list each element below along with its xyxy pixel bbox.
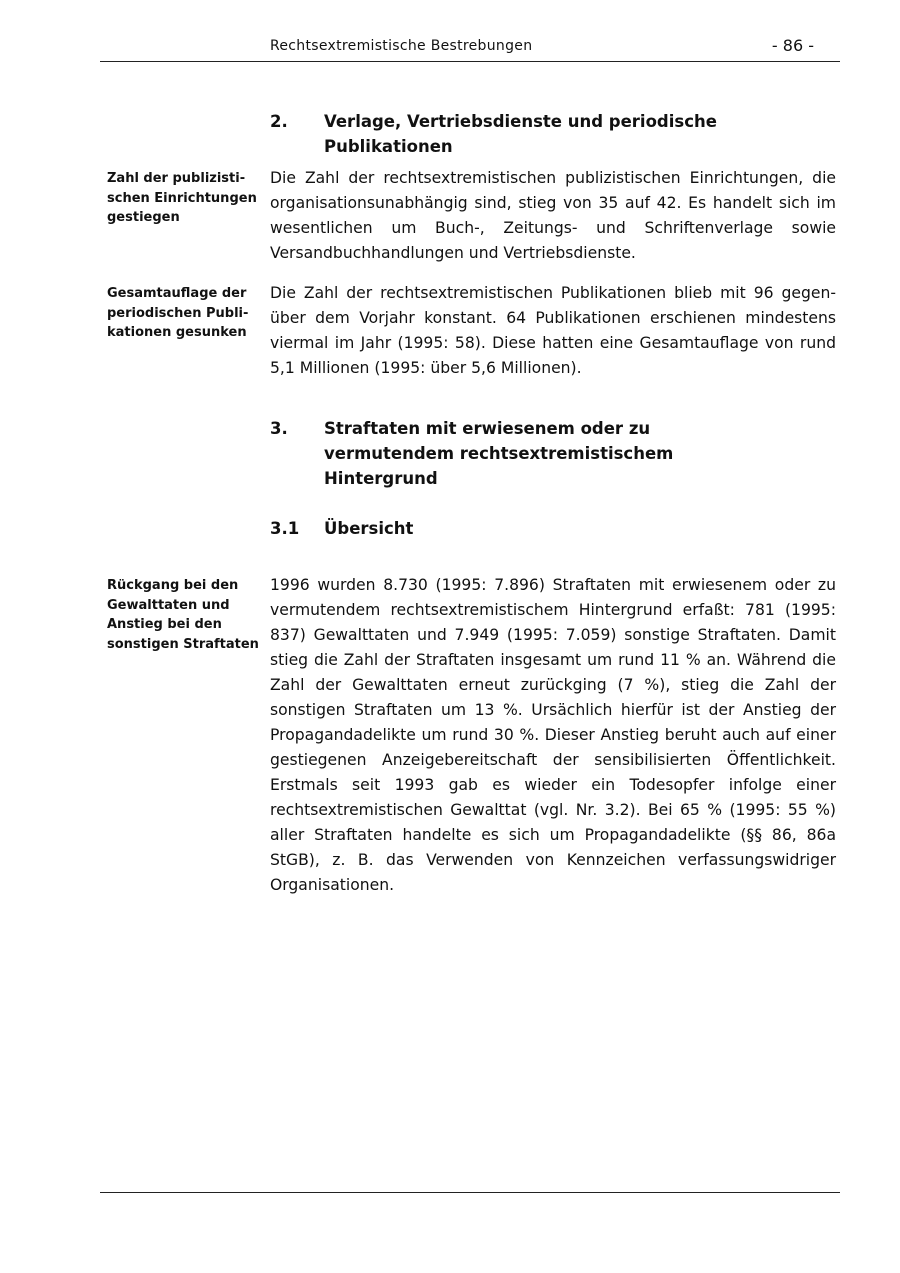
section-3-number: 3. <box>270 419 288 438</box>
paragraph-offences: 1996 wurden 8.730 (1995: 7.896) Straftaten mit erwiesenem oder zu vermutendem rechtsextremistischem Hintergrund erfaßt: 781 (1995: 837) Gewalttaten und 7.949 (1995: 7.059) sonstige Straftaten. Damit stieg die Zahl der Straftaten insgesamt um rund 11 % an. Während die Zahl der Gewalttaten erneut zurückging (7 %), stieg die Zahl der sonstigen Straftaten um 13 %. Ursächlich hierfür ist der Anstieg der Propagandadelikte um rund 30 %. Dieser Anstieg beruht auch auf einer gestiegenen Anzeigebereitschaft der sensibilisierten Öffentlichkeit. Erstmals seit 1993 gab es wieder ein Todesopfer infolge einer rechtsextremistischen Gewalttat (vgl. Nr. 3.2). Bei 65 % (1995: 55 %) aller Straftaten handelte es sich um Propagandadelikte (§§ 86, 86a StGB), z. B. das Verwenden von Kennzeichen verfassungswidriger Organisationen. <box>270 576 836 894</box>
page-number: - 86 - <box>771 36 814 55</box>
paragraph-publishers: Die Zahl der rechtsextremistischen publizistischen Einrichtungen, die organisationsunabhängig sind, stieg von 35 auf 42. Es handelt sich im wesentlichen um Buch-, Zeitungs- und Schriftenverlage sowie Versandbuchhandlungen und Vertriebsdienste. <box>270 169 836 262</box>
section-3-heading <box>270 416 830 491</box>
running-title: Rechtsextremistische Bestrebungen <box>270 38 533 54</box>
margin-note-publishers: Zahl der publizisti- schen Einrichtungen gestiegen <box>107 171 257 225</box>
section-3-1-number: 3.1 <box>270 519 300 538</box>
paragraph-publications: Die Zahl der rechtsextremistischen Publikationen blieb mit 96 gegenüber dem Vorjahr konstant. 64 Publikationen erschienen mindestens viermal im Jahr (1995: 58). Diese hatten eine Gesamtauflage von rund 5,1 Millionen (1995: über 5,6 Millionen). <box>270 284 836 377</box>
page-header <box>100 34 840 62</box>
section-3-title: Straftaten mit erwiesenem oder zu vermutendem rechtsextremistischem Hintergrund <box>324 419 674 488</box>
section-3-1-heading <box>270 516 830 541</box>
margin-note-offences: Rückgang bei den Gewalttaten und Anstieg bei den sonstigen Straftaten <box>107 578 259 652</box>
margin-note-circulation: Gesamtauflage der periodischen Publi- kationen gesunken <box>107 286 249 340</box>
footer-rule <box>100 1192 840 1193</box>
section-2-number: 2. <box>270 112 288 131</box>
section-3-1-title: Übersicht <box>324 519 414 538</box>
section-2-title: Verlage, Vertriebsdienste und periodische Publikationen <box>324 112 717 156</box>
section-2-heading <box>270 109 830 159</box>
